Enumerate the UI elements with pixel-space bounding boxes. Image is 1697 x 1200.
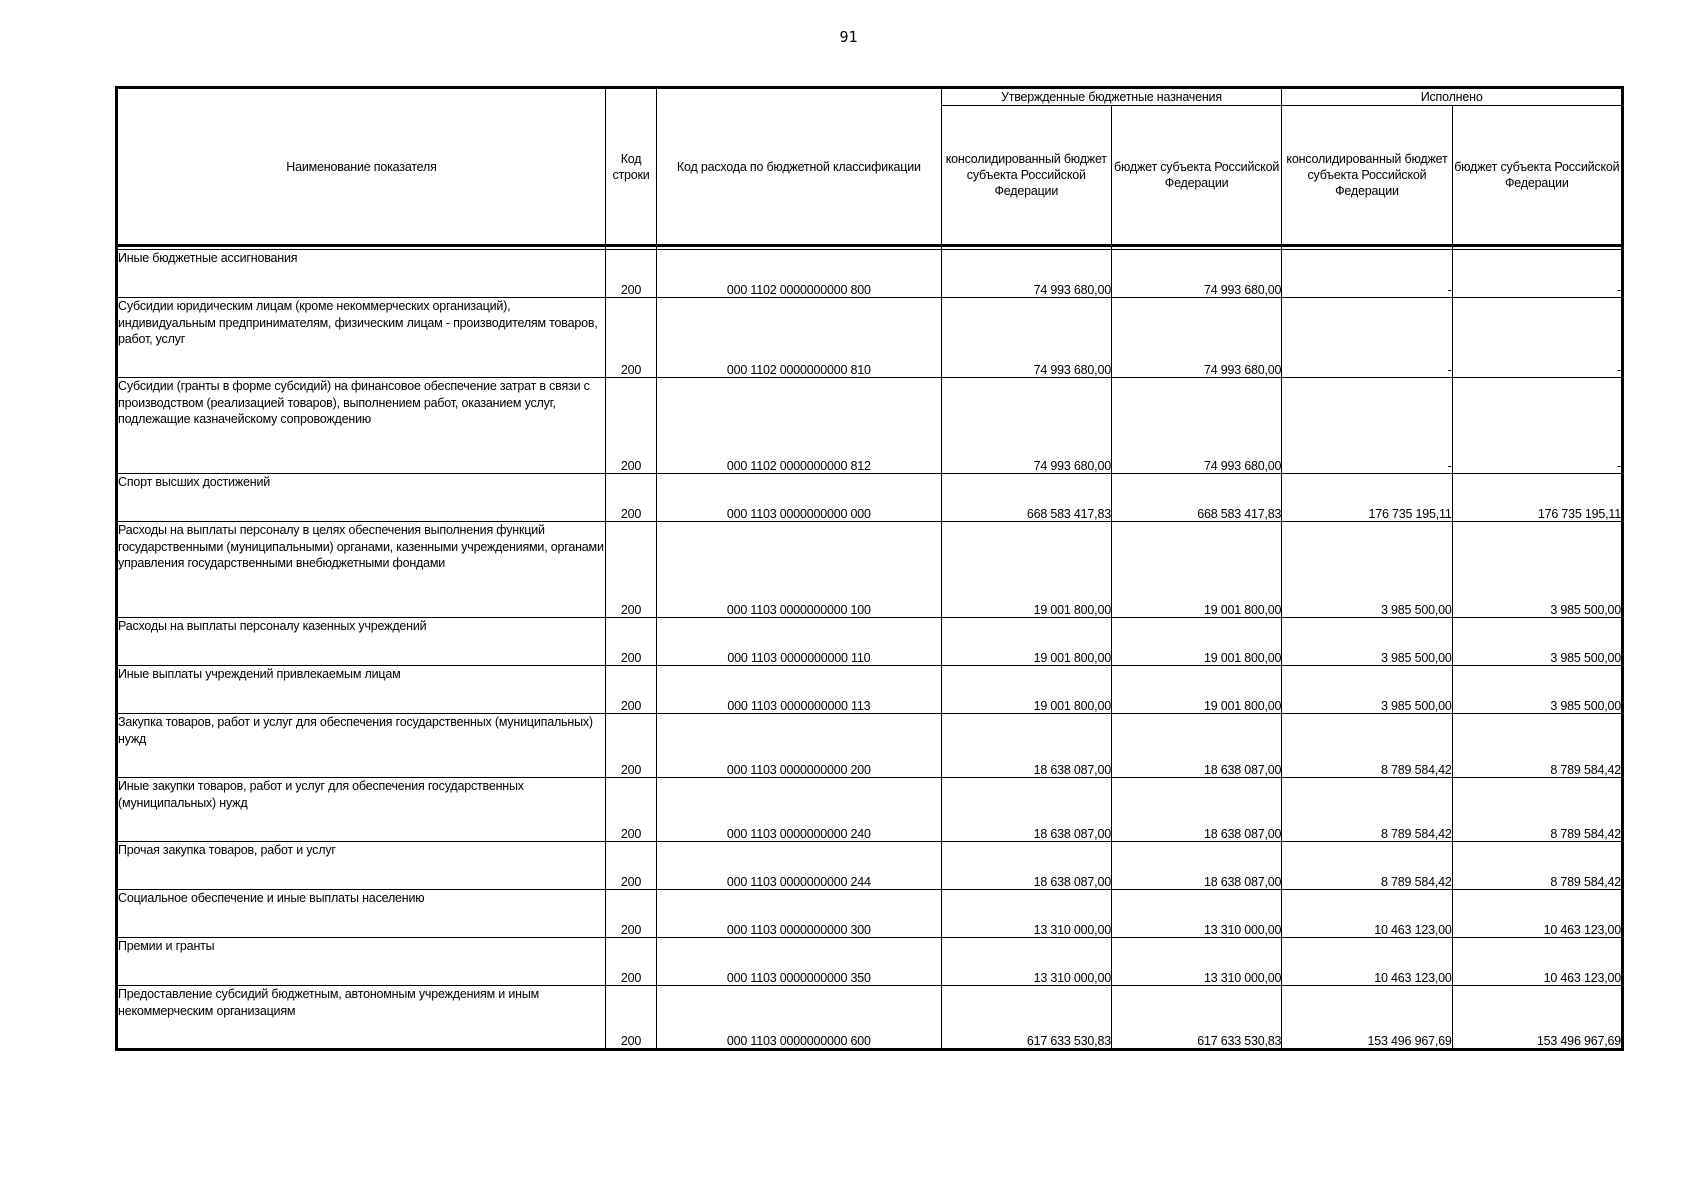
row-approved-consolidated: 617 633 530,83 xyxy=(941,986,1111,1050)
row-line-code: 200 xyxy=(605,666,656,714)
row-executed-consolidated: 10 463 123,00 xyxy=(1282,938,1452,986)
row-line-code: 200 xyxy=(605,778,656,842)
row-name: Премии и гранты xyxy=(117,938,606,986)
row-executed-consolidated: 3 985 500,00 xyxy=(1282,522,1452,618)
row-approved-consolidated: 74 993 680,00 xyxy=(941,298,1111,378)
row-approved-subject: 13 310 000,00 xyxy=(1111,890,1281,938)
table-row xyxy=(117,298,1623,378)
row-line-code: 200 xyxy=(605,474,656,522)
row-name: Расходы на выплаты персоналу в целях обеспечения выполнения функций государственными (муниципальными) органами, казенными учреждениями, органами управления государственными внебюджетными фондами xyxy=(117,522,606,618)
row-executed-consolidated: 8 789 584,42 xyxy=(1282,714,1452,778)
row-approved-subject: 668 583 417,83 xyxy=(1111,474,1281,522)
row-approved-consolidated: 19 001 800,00 xyxy=(941,522,1111,618)
header-executed-subject: бюджет субъекта Российской Федерации xyxy=(1452,106,1622,246)
table-row xyxy=(117,938,1623,986)
table-row xyxy=(117,378,1623,474)
row-executed-subject: 176 735 195,11 xyxy=(1452,474,1622,522)
row-executed-consolidated: - xyxy=(1282,250,1452,298)
row-approved-subject: 74 993 680,00 xyxy=(1111,298,1281,378)
table-row xyxy=(117,250,1623,298)
row-executed-consolidated: 3 985 500,00 xyxy=(1282,618,1452,666)
row-approved-consolidated: 18 638 087,00 xyxy=(941,778,1111,842)
table-row xyxy=(117,666,1623,714)
row-executed-subject: 3 985 500,00 xyxy=(1452,666,1622,714)
row-executed-subject: - xyxy=(1452,250,1622,298)
row-executed-subject: 10 463 123,00 xyxy=(1452,890,1622,938)
header-line-code: Код строки xyxy=(605,88,656,246)
row-kbk: 000 1103 0000000000 100 xyxy=(657,522,942,618)
row-approved-consolidated: 18 638 087,00 xyxy=(941,842,1111,890)
row-executed-consolidated: 3 985 500,00 xyxy=(1282,666,1452,714)
row-line-code: 200 xyxy=(605,522,656,618)
row-approved-consolidated: 19 001 800,00 xyxy=(941,618,1111,666)
row-approved-consolidated: 13 310 000,00 xyxy=(941,890,1111,938)
row-name: Иные выплаты учреждений привлекаемым лицам xyxy=(117,666,606,714)
row-name: Закупка товаров, работ и услуг для обеспечения государственных (муниципальных) нужд xyxy=(117,714,606,778)
row-name: Спорт высших достижений xyxy=(117,474,606,522)
row-kbk: 000 1102 0000000000 812 xyxy=(657,378,942,474)
header-executed-consolidated: консолидированный бюджет субъекта Российской Федерации xyxy=(1282,106,1452,246)
row-kbk: 000 1103 0000000000 113 xyxy=(657,666,942,714)
row-executed-consolidated: 10 463 123,00 xyxy=(1282,890,1452,938)
header-approved-subject: бюджет субъекта Российской Федерации xyxy=(1111,106,1281,246)
row-executed-consolidated: 153 496 967,69 xyxy=(1282,986,1452,1050)
row-kbk: 000 1103 0000000000 200 xyxy=(657,714,942,778)
row-executed-subject: - xyxy=(1452,298,1622,378)
row-approved-subject: 19 001 800,00 xyxy=(1111,666,1281,714)
row-name: Расходы на выплаты персоналу казенных учреждений xyxy=(117,618,606,666)
row-executed-consolidated: 8 789 584,42 xyxy=(1282,842,1452,890)
row-line-code: 200 xyxy=(605,890,656,938)
row-name: Субсидии юридическим лицам (кроме некоммерческих организаций), индивидуальным предпринимателям, физическим лицам - производителям товаров, работ, услуг xyxy=(117,298,606,378)
row-approved-subject: 18 638 087,00 xyxy=(1111,778,1281,842)
row-executed-subject: 10 463 123,00 xyxy=(1452,938,1622,986)
row-approved-subject: 617 633 530,83 xyxy=(1111,986,1281,1050)
row-kbk: 000 1102 0000000000 810 xyxy=(657,298,942,378)
row-executed-consolidated: 176 735 195,11 xyxy=(1282,474,1452,522)
row-executed-subject: 8 789 584,42 xyxy=(1452,842,1622,890)
header-name: Наименование показателя xyxy=(117,88,606,246)
header-executed-group: Исполнено xyxy=(1282,88,1623,106)
row-line-code: 200 xyxy=(605,298,656,378)
row-approved-consolidated: 74 993 680,00 xyxy=(941,378,1111,474)
table-row xyxy=(117,522,1623,618)
budget-execution-table xyxy=(115,86,1624,1051)
header-approved-group: Утвержденные бюджетные назначения xyxy=(941,88,1282,106)
row-approved-consolidated: 19 001 800,00 xyxy=(941,666,1111,714)
row-name: Иные бюджетные ассигнования xyxy=(117,250,606,298)
row-kbk: 000 1103 0000000000 350 xyxy=(657,938,942,986)
row-approved-consolidated: 74 993 680,00 xyxy=(941,250,1111,298)
row-executed-consolidated: - xyxy=(1282,298,1452,378)
page-number: 91 xyxy=(839,28,858,46)
row-kbk: 000 1103 0000000000 240 xyxy=(657,778,942,842)
row-name: Иные закупки товаров, работ и услуг для обеспечения государственных (муниципальных) нужд xyxy=(117,778,606,842)
row-approved-subject: 18 638 087,00 xyxy=(1111,842,1281,890)
row-executed-subject: - xyxy=(1452,378,1622,474)
row-line-code: 200 xyxy=(605,250,656,298)
row-approved-subject: 74 993 680,00 xyxy=(1111,250,1281,298)
row-kbk: 000 1103 0000000000 600 xyxy=(657,986,942,1050)
row-name: Предоставление субсидий бюджетным, автономным учреждениям и иным некоммерческим организациям xyxy=(117,986,606,1050)
row-approved-subject: 19 001 800,00 xyxy=(1111,522,1281,618)
row-line-code: 200 xyxy=(605,378,656,474)
row-executed-consolidated: 8 789 584,42 xyxy=(1282,778,1452,842)
row-executed-subject: 8 789 584,42 xyxy=(1452,778,1622,842)
row-executed-subject: 153 496 967,69 xyxy=(1452,986,1622,1050)
row-kbk: 000 1102 0000000000 800 xyxy=(657,250,942,298)
row-approved-subject: 18 638 087,00 xyxy=(1111,714,1281,778)
row-approved-subject: 74 993 680,00 xyxy=(1111,378,1281,474)
table-row xyxy=(117,986,1623,1050)
row-approved-subject: 13 310 000,00 xyxy=(1111,938,1281,986)
row-approved-consolidated: 668 583 417,83 xyxy=(941,474,1111,522)
row-name: Социальное обеспечение и иные выплаты населению xyxy=(117,890,606,938)
table-row xyxy=(117,890,1623,938)
row-executed-consolidated: - xyxy=(1282,378,1452,474)
table-body xyxy=(117,246,1623,1050)
table-row xyxy=(117,714,1623,778)
row-line-code: 200 xyxy=(605,842,656,890)
row-line-code: 200 xyxy=(605,618,656,666)
row-line-code: 200 xyxy=(605,938,656,986)
row-kbk: 000 1103 0000000000 244 xyxy=(657,842,942,890)
table-row xyxy=(117,474,1623,522)
row-line-code: 200 xyxy=(605,986,656,1050)
row-name: Субсидии (гранты в форме субсидий) на финансовое обеспечение затрат в связи с производством (реализацией товаров), выполнением работ, оказанием услуг, подлежащие казначейскому сопровождению xyxy=(117,378,606,474)
header-kbk: Код расхода по бюджетной классификации xyxy=(657,88,942,246)
row-approved-consolidated: 18 638 087,00 xyxy=(941,714,1111,778)
row-executed-subject: 3 985 500,00 xyxy=(1452,618,1622,666)
row-kbk: 000 1103 0000000000 110 xyxy=(657,618,942,666)
table-row xyxy=(117,842,1623,890)
header-approved-consolidated: консолидированный бюджет субъекта Российской Федерации xyxy=(941,106,1111,246)
table-row xyxy=(117,778,1623,842)
row-executed-subject: 8 789 584,42 xyxy=(1452,714,1622,778)
row-kbk: 000 1103 0000000000 300 xyxy=(657,890,942,938)
row-executed-subject: 3 985 500,00 xyxy=(1452,522,1622,618)
row-approved-consolidated: 13 310 000,00 xyxy=(941,938,1111,986)
row-kbk: 000 1103 0000000000 000 xyxy=(657,474,942,522)
row-approved-subject: 19 001 800,00 xyxy=(1111,618,1281,666)
table-row xyxy=(117,618,1623,666)
row-line-code: 200 xyxy=(605,714,656,778)
row-name: Прочая закупка товаров, работ и услуг xyxy=(117,842,606,890)
